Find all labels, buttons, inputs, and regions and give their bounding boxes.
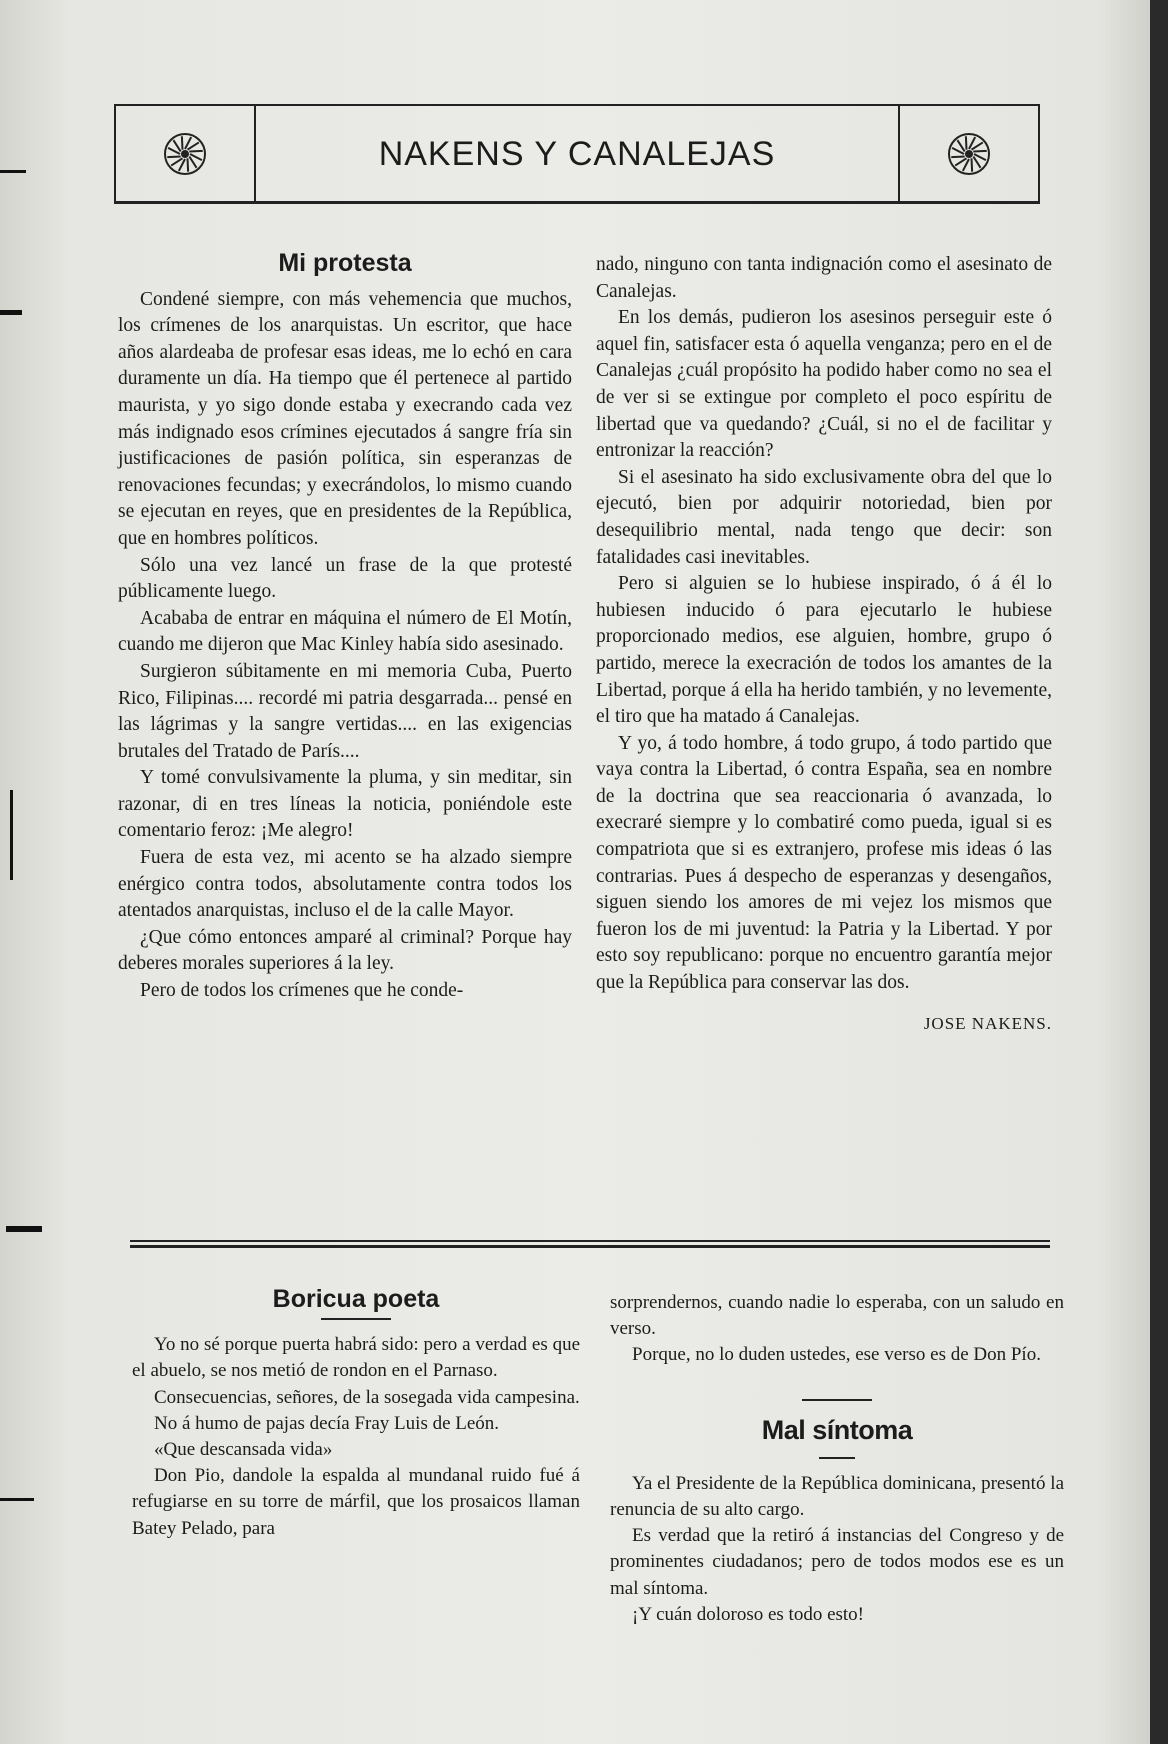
- article3-heading: Mal síntoma: [761, 1414, 913, 1445]
- article2-heading: Boricua poeta: [272, 1285, 440, 1313]
- paragraph: Don Pio, dandole la espalda al mundanal ruido fué á refugiarse en su torre de márfil, que los prosaicos llaman Batey Pelado, para: [132, 1465, 580, 1539]
- scan-mark: [0, 170, 26, 173]
- page-title: NAKENS Y CANALEJAS: [378, 134, 776, 173]
- article1-column-right: [596, 252, 1052, 1037]
- article2-column-left: [132, 1286, 580, 1542]
- paragraph: Surgieron súbitamente en mi memoria Cuba, Puerto Rico, Filipinas.... recordé mi patria desgarrada... pensé en las lágrimas y la sangre vertidas.... en las exigencias brutales del Tratado de París....: [118, 660, 572, 762]
- paragraph: Porque, no lo duden ustedes, ese verso es de Don Pío.: [632, 1344, 1041, 1366]
- rosette-icon: [162, 131, 208, 177]
- paragraph: Fuera de esta vez, mi acento se ha alzado siempre enérgico contra todos, absolutamente contra todos los atentados anarquistas, incluso el de la calle Mayor.: [118, 847, 572, 922]
- signature: JOSE NAKENS.: [923, 1013, 1052, 1033]
- heading-rule: [819, 1457, 855, 1459]
- heading-rule: [321, 1318, 391, 1320]
- scan-mark: [10, 790, 13, 880]
- rosette-icon: [946, 131, 992, 177]
- section-divider: [130, 1240, 1050, 1248]
- paragraph: ¡Y cuán doloroso es todo esto!: [632, 1603, 864, 1625]
- article1-heading: Mi protesta: [278, 249, 412, 277]
- heading-rule: [802, 1399, 872, 1401]
- paragraph: Y yo, á todo hombre, á todo grupo, á todo partido que vaya contra la Libertad, ó contra España, sea en nombre de la doctrina que sea reaccionaria ó avanzada, lo execraré siempre y lo combatiré como pueda, igual si es compatriota que si es extranjero, profese mis ideas ó las contrarias. Pues á despecho de esperanzas y desengaños, siguen siendo los amores de mi vejez los mismos que fueron los de mi juventud: la Patria y la Libertad. Y por esto soy republicano: porque no encuentro garantía mejor que la República para conservar las dos.: [596, 732, 1052, 994]
- paragraph: Sólo una vez lancé un frase de la que protesté públicamente luego.: [118, 554, 572, 603]
- paragraph: No á humo de pajas decía Fray Luis de León.: [154, 1412, 500, 1434]
- right-edge-shadow: [1150, 0, 1168, 1744]
- paragraph: ¿Que cómo entonces amparé al criminal? Porque hay deberes morales superiores á la ley.: [118, 926, 572, 975]
- page-header: [114, 104, 1040, 204]
- paragraph: «Que descansada vida»: [154, 1439, 333, 1461]
- article2-column-right: [610, 1290, 1064, 1628]
- paragraph: En los demás, pudieron los asesinos perseguir este ó aquel fin, satisfacer esta ó aquella venganza; pero en el de Canalejas ¿cuál propósito ha podido haber como no sea el de ver si se extingue por completo el poco espíritu de libertad que va quedando? ¿Cuál, si no el de facilitar y entronizar la reacción?: [596, 307, 1052, 462]
- paragraph: Pero si alguien se lo hubiese inspirado, ó á él lo hubiesen inducido ó para ejecutarlo le hubiese proporcionado medios, ese alguien, hombre, grupo ó partido, merece la execración de todos los amantes de la Libertad, porque á ella ha herido también, y no levemente, el tiro que ha matado á Canalejas.: [596, 573, 1052, 728]
- paragraph: nado, ninguno con tanta indignación como el asesinato de Canalejas.: [596, 254, 1052, 302]
- paragraph: Ya el Presidente de la República dominicana, presentó la renuncia de su alto cargo.: [610, 1472, 1064, 1521]
- article1-column-left: [118, 250, 572, 1005]
- paragraph: Consecuencias, señores, de la sosegada vida campesina.: [154, 1386, 580, 1408]
- paragraph: Si el asesinato ha sido exclusivamente obra del que lo ejecutó, bien por adquirir notoriedad, bien por desequilibrio mental, nada tengo que decir: son fatalidades casi inevitables.: [596, 466, 1052, 568]
- scan-mark: [0, 310, 22, 315]
- paragraph: Es verdad que la retiró á instancias del Congreso y de prominentes ciudadanos; pero de todos modos ese es un mal síntoma.: [610, 1525, 1064, 1599]
- scan-mark: [0, 1498, 34, 1501]
- paragraph: Y tomé convulsivamente la pluma, y sin meditar, sin razonar, di en tres líneas la noticia, poniéndole este comentario feroz: ¡Me alegro!: [118, 767, 572, 842]
- paragraph: Acababa de entrar en máquina el número de El Motín, cuando me dijeron que Mac Kinley había sido asesinado.: [118, 607, 572, 656]
- scan-mark: [6, 1226, 42, 1232]
- paragraph: Yo no sé porque puerta habrá sido: pero a verdad es que el abuelo, se nos metió de rondon en el Parnaso.: [132, 1334, 580, 1382]
- paragraph: Condené siempre, con más vehemencia que muchos, los crímenes de los anarquistas. Un escritor, que hace años alardeaba de profesar esas ideas, me lo echó en cara duramente un día. Ha tiempo que él pertenece al partido maurista, y yo sigo donde estaba y execrando cada vez más indignado esos crímines ejecutados á sangre fría sin justificaciones de pasión política, sin esperanzas de renovaciones fecundas; y execrándolos, lo mismo cuando se ejecutan en reyes, que en presidentes de la República, que en hombres políticos.: [118, 288, 572, 549]
- header-right-cell: [898, 106, 1038, 202]
- paragraph: sorprendernos, cuando nadie lo esperaba, con un saludo en verso.: [610, 1292, 1064, 1340]
- paragraph: Pero de todos los crímenes que he conde-: [140, 980, 464, 1002]
- header-left-cell: [116, 106, 256, 202]
